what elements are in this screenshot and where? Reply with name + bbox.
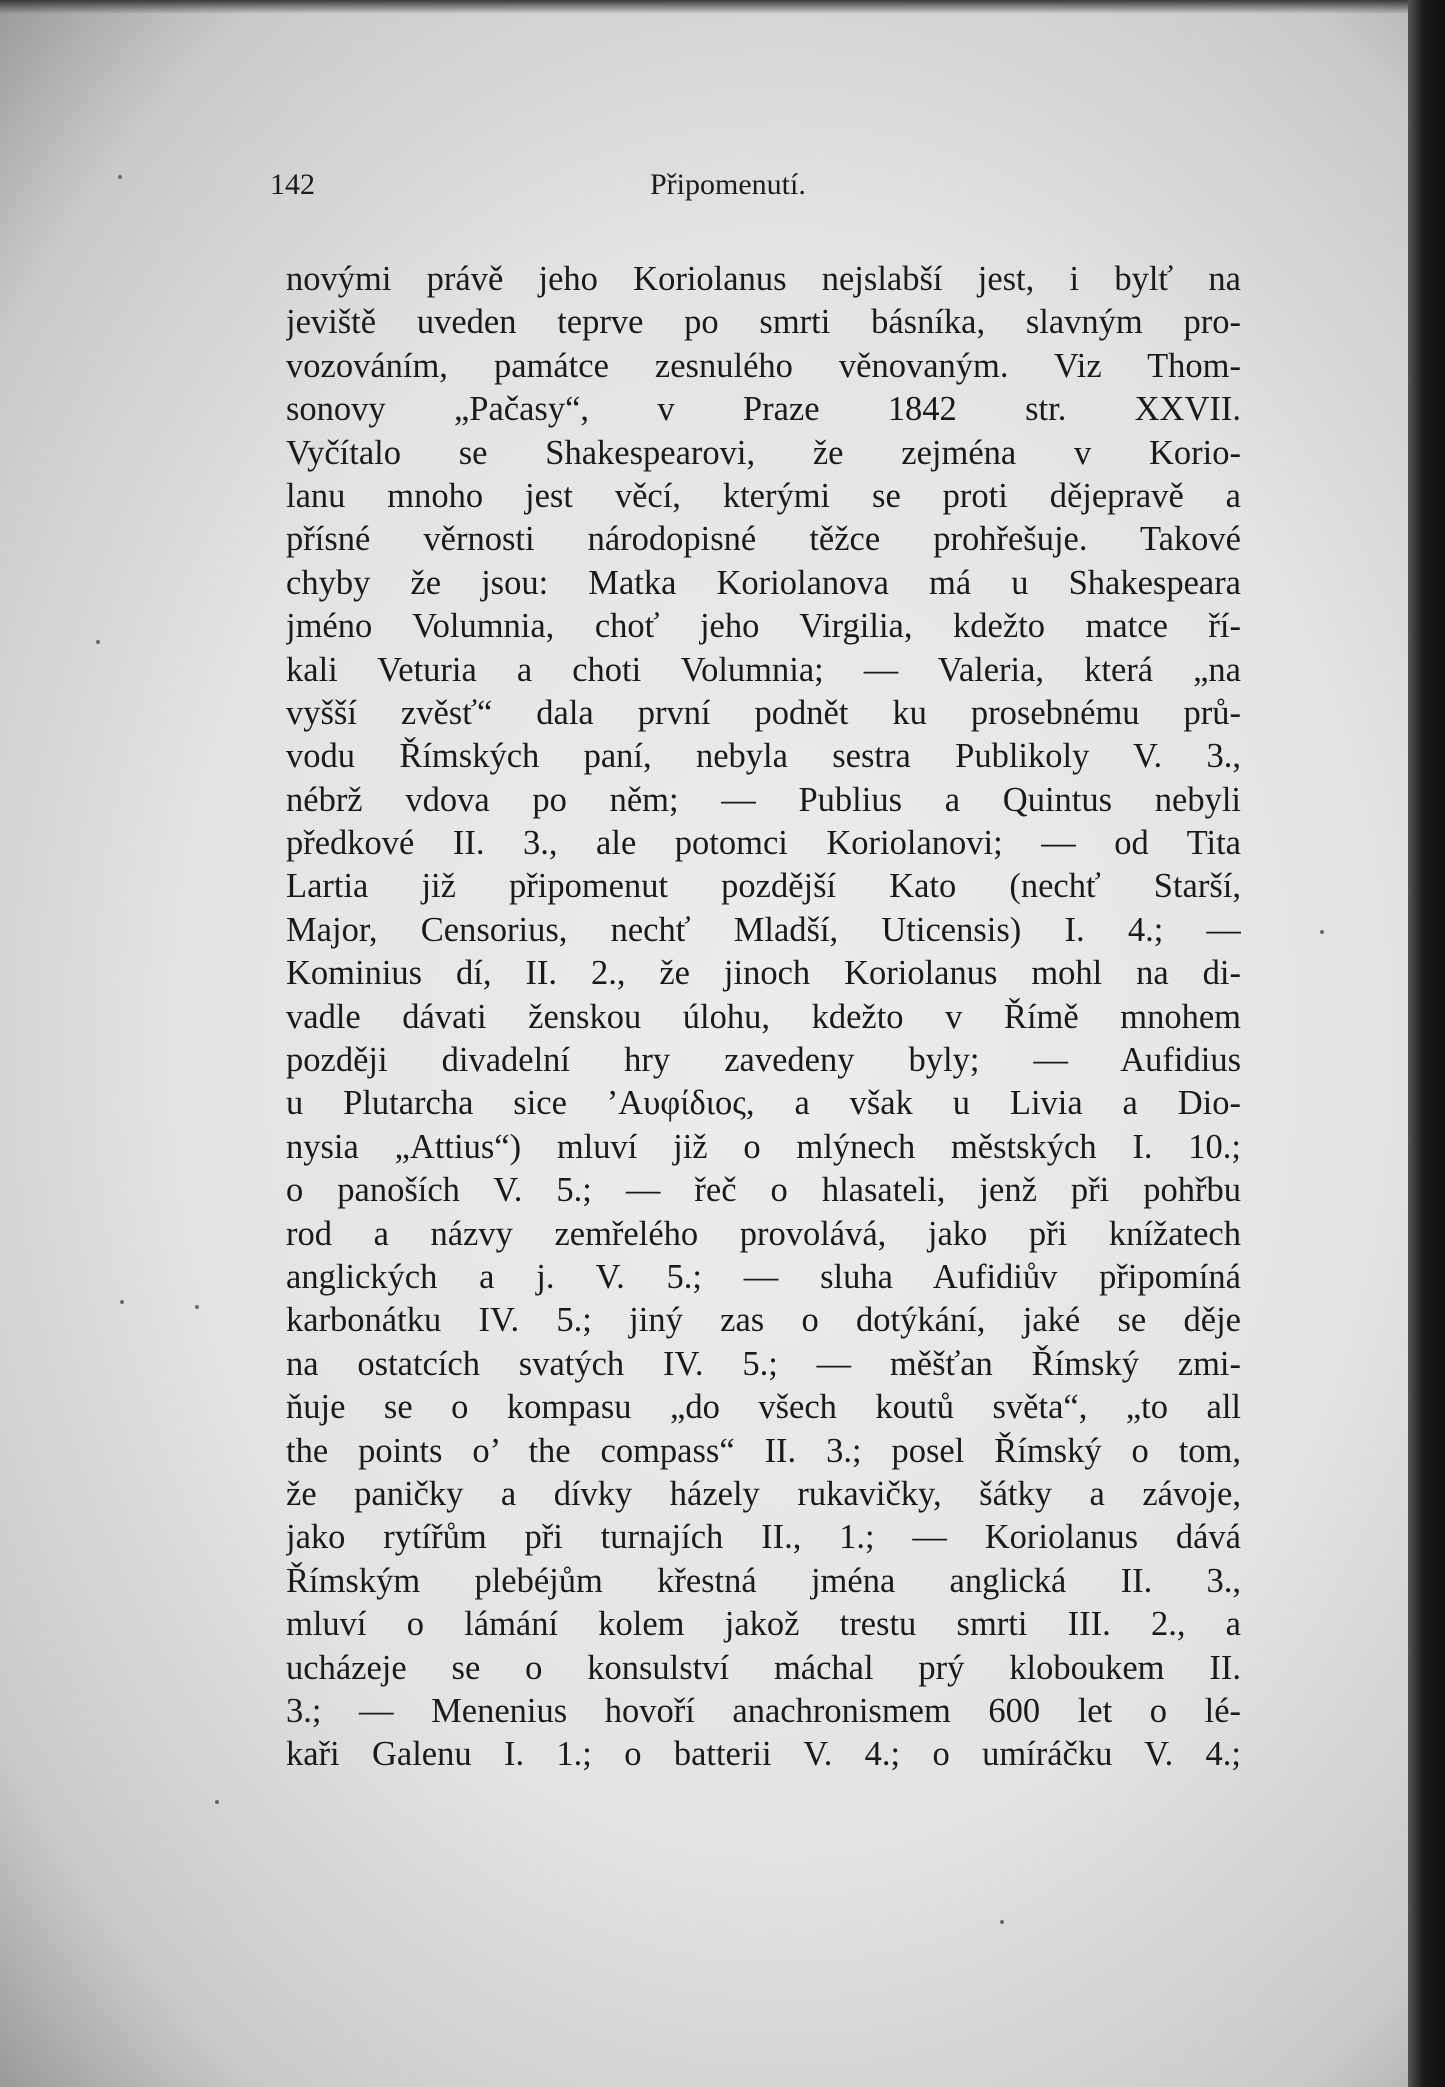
text-line: že paničky a dívky házely rukavičky, šátky a závoje, xyxy=(286,1474,1241,1513)
text-line: nysia „Attius“) mluví již o mlýnech městských I. 10.; xyxy=(286,1127,1241,1166)
page-number: 142 xyxy=(270,168,315,201)
text-line: přísné věrnosti národopisné těžce prohřešuje. Takové xyxy=(286,520,1241,559)
text-line: rod a názvy zemřelého provolává, jako při knížatech xyxy=(286,1214,1241,1253)
scan-speck xyxy=(120,1300,124,1304)
text-line: lanu mnoho jest věcí, kterými se proti dějepravě a xyxy=(286,476,1241,515)
text-line: Vyčítalo se Shakespearovi, že zejména v Korio- xyxy=(286,433,1241,472)
text-line: the points o’ the compass“ II. 3.; posel Římský o tom, xyxy=(286,1431,1241,1470)
text-line: předkové II. 3., ale potomci Koriolanovi; — od Tita xyxy=(286,824,1241,863)
text-line: ňuje se o kompasu „do všech koutů světa“, „to all xyxy=(286,1388,1241,1427)
text-line: Major, Censorius, nechť Mladší, Uticensis) I. 4.; — xyxy=(286,910,1241,949)
page-top-shadow xyxy=(0,0,1420,14)
text-line: anglických a j. V. 5.; — sluha Aufidiův připomíná xyxy=(286,1257,1241,1296)
scan-speck xyxy=(96,640,100,644)
page-header xyxy=(270,168,1240,212)
text-line: mluví o lámání kolem jakož trestu smrti III. 2., a xyxy=(286,1605,1241,1644)
scan-speck xyxy=(215,1800,219,1804)
text-line: Lartia již připomenut pozdější Kato (nechť Starší, xyxy=(286,867,1241,906)
text-line: vyšší zvěsť“ dala první podnět ku prosebnému prů- xyxy=(286,693,1241,732)
text-line: chyby že jsou: Matka Koriolanova má u Shakespeara xyxy=(286,563,1241,602)
page-right-edge-shadow xyxy=(1408,0,1445,2087)
text-line: kaři Galenu I. 1.; o batterii V. 4.; o umíráčku V. 4.; xyxy=(286,1735,1241,1774)
scan-speck xyxy=(195,1305,199,1309)
text-line: ucházeje se o konsulství máchal prý kloboukem II. xyxy=(286,1648,1241,1687)
text-line: Římským plebéjům křestná jména anglická II. 3., xyxy=(286,1561,1241,1600)
text-line: sonovy „Pačasy“, v Praze 1842 str. XXVII. xyxy=(286,390,1241,429)
text-line: u Plutarcha sice ’Αυφίδιος, a však u Livia a Dio- xyxy=(286,1084,1241,1123)
text-line: vadle dávati ženskou úlohu, kdežto v Římě mnohem xyxy=(286,997,1241,1036)
text-line: vodu Římských paní, nebyla sestra Publikoly V. 3., xyxy=(286,737,1241,776)
text-line: o panoších V. 5.; — řeč o hlasateli, jenž při pohřbu xyxy=(286,1171,1241,1210)
scan-speck xyxy=(1000,1920,1004,1924)
text-line: později divadelní hry zavedeny byly; — Aufidius xyxy=(286,1041,1241,1080)
text-line: jeviště uveden teprve po smrti básníka, slavným pro- xyxy=(286,303,1241,342)
text-line: nébrž vdova po něm; — Publius a Quintus nebyli xyxy=(286,780,1241,819)
text-line: kali Veturia a choti Volumnia; — Valeria, která „na xyxy=(286,650,1241,689)
text-line: vozováním, památce zesnulého věnovaným. Viz Thom- xyxy=(286,346,1241,385)
text-line: jako rytířům při turnajích II., 1.; — Koriolanus dává xyxy=(286,1518,1241,1557)
text-line: Kominius dí, II. 2., že jinoch Koriolanus mohl na di- xyxy=(286,954,1241,993)
scan-speck xyxy=(1320,930,1324,934)
running-head: Připomenutí. xyxy=(650,168,806,201)
text-line: novými právě jeho Koriolanus nejslabší jest, i bylť na xyxy=(286,260,1241,298)
text-line: 3.; — Menenius hovoří anachronismem 600 let o lé- xyxy=(286,1691,1241,1730)
text-line: jméno Volumnia, choť jeho Virgilia, kdežto matce ří- xyxy=(286,607,1241,646)
scan-speck xyxy=(118,175,122,179)
body-text xyxy=(286,258,1241,1777)
text-line: karbonátku IV. 5.; jiný zas o dotýkání, jaké se děje xyxy=(286,1301,1241,1340)
text-line: na ostatcích svatých IV. 5.; — měšťan Římský zmi- xyxy=(286,1344,1241,1383)
